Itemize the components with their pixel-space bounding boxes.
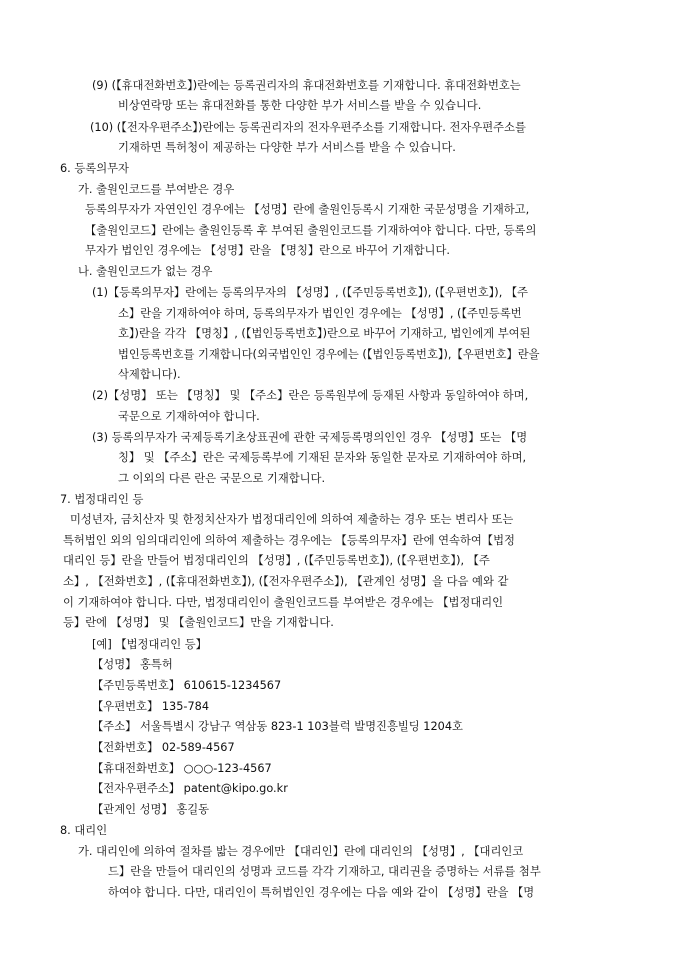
text-line: 삭제합니다). bbox=[118, 368, 181, 381]
text-line: 소】란을 기재하여야 하며, 등록의무자가 법인인 경우에는 【성명】, (【주민등록번 bbox=[118, 307, 522, 320]
example-line: 【주소】 서울특별시 강남구 역삼동 823-1 103블럭 발명진흥빌딩 1204호 bbox=[92, 720, 463, 733]
text-line: 이 기재하여야 합니다. 다만, 법정대리인이 출원인코드를 부여받은 경우에는 【법정대리인 bbox=[63, 596, 504, 609]
text-line: 기재하면 특허청이 제공하는 다양한 부가 서비스를 받을 수 있습니다. bbox=[118, 141, 456, 154]
text-line: 드】란을 만들어 대리인의 성명과 코드를 각각 기재하고, 대리권을 증명하는 서류를 첨부 bbox=[108, 865, 541, 878]
example-line: 【전화번호】 02-589-4567 bbox=[92, 741, 235, 754]
example-heading: [예] 【법정대리인 등】 bbox=[92, 638, 207, 651]
text-line: 무자가 법인인 경우에는 【성명】란을 【명칭】란으로 바꾸어 기재합니다. bbox=[85, 244, 450, 257]
example-line: 【주민등록번호】 610615-1234567 bbox=[92, 679, 282, 692]
text-line: (10) (【전자우편주소】)란에는 등록권리자의 전자우편주소를 기재합니다. 전자우편주소를 bbox=[90, 121, 526, 134]
text-line: (3) 등록의무자가 국제등록기초상표권에 관한 국제등록명의인인 경우 【성명】또는 【명 bbox=[92, 431, 528, 444]
text-line: 등록의무자가 자연인인 경우에는 【성명】란에 출원인등록시 기재한 국문성명을 기재하고, bbox=[85, 203, 530, 216]
subsection-heading: 나. 출원인코드가 없는 경우 bbox=[78, 265, 213, 278]
text-line: (2)【성명】 또는 【명칭】 및 【주소】란은 등록원부에 등재된 사항과 동일하여야 하며, bbox=[92, 389, 529, 402]
text-line: 대리인 등】란을 만들어 법정대리인의 【성명】, (【주민등록번호】), (【우편번호】), 【주 bbox=[63, 554, 490, 567]
text-line: 비상연락망 또는 휴대전화를 통한 다양한 부가 서비스를 받을 수 있습니다. bbox=[118, 99, 482, 112]
text-line: (9) (【휴대전화번호】)란에는 등록권리자의 휴대전화번호를 기재합니다. 휴대전화번호는 bbox=[92, 79, 521, 92]
text-line: 국문으로 기재하여야 합니다. bbox=[118, 410, 260, 423]
text-line: 등】란에 【성명】 및 【출원인코드】만을 기재합니다. bbox=[63, 616, 334, 629]
text-line: 가. 대리인에 의하여 절차를 밟는 경우에만 【대리인】란에 대리인의 【성명】, 【대리인코 bbox=[78, 845, 524, 858]
example-line: 【우편번호】 135-784 bbox=[92, 700, 210, 713]
text-line: (1)【등록의무자】란에는 등록의무자의 【성명】, (【주민등록번호】), (【우편번호】), 【주 bbox=[92, 286, 529, 299]
example-line: 【전자우편주소】 patent@kipo.go.kr bbox=[92, 782, 288, 795]
section-heading: 7. 법정대리인 등 bbox=[60, 493, 144, 506]
text-line: 그 이외의 다른 란은 국문으로 기재합니다. bbox=[118, 472, 326, 485]
example-line: 【관계인 성명】 홍길동 bbox=[92, 803, 210, 816]
text-line: 법인등록번호를 기재합니다(외국법인인 경우에는 (【법인등록번호】),【우편번호】란을 bbox=[118, 348, 540, 361]
example-line: 【휴대전화번호】 ○○○-123-4567 bbox=[92, 762, 272, 775]
text-line: 미성년자, 금치산자 및 한정치산자가 법정대리인에 의하여 제출하는 경우 또는 변리사 또는 bbox=[70, 513, 514, 526]
text-line: 칭】 및 【주소】란은 국제등록부에 기재된 문자와 동일한 문자로 기재하여야 하며, bbox=[118, 451, 527, 464]
text-line: 하여야 합니다. 다만, 대리인이 특허법인인 경우에는 다음 예와 같이 【성명】란을 【명 bbox=[108, 886, 535, 899]
section-heading: 6. 등록의무자 bbox=[60, 162, 129, 175]
text-line: 소】, 【전화번호】, (【휴대전화번호】), (【전자우편주소】), 【관계인 성명】을 다음 예와 같 bbox=[63, 575, 509, 588]
example-line: 【성명】 홍특허 bbox=[92, 658, 173, 671]
section-heading: 8. 대리인 bbox=[60, 824, 108, 837]
text-line: 【출원인코드】란에는 출원인등록 후 부여된 출원인코드를 기재하여야 합니다. 다만, 등록의 bbox=[85, 224, 537, 237]
text-line: 호】)란을 각각 【명칭】, (【법인등록번호】)란으로 바꾸어 기재하고, 법인에게 부여된 bbox=[118, 327, 531, 340]
subsection-heading: 가. 출원인코드를 부여받은 경우 bbox=[78, 183, 235, 196]
text-line: 특허법인 외의 임의대리인에 의하여 제출하는 경우에는 【등록의무자】란에 연속하여【법정 bbox=[63, 534, 515, 547]
